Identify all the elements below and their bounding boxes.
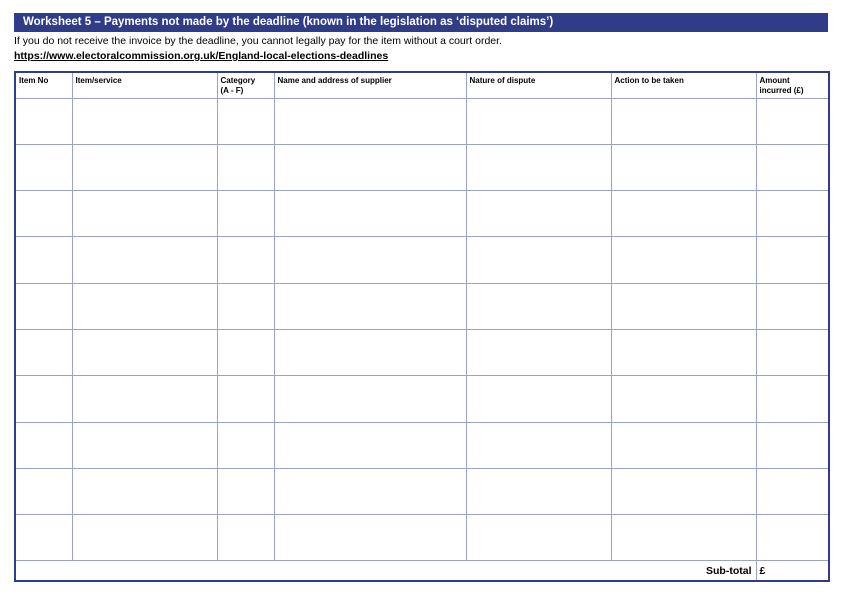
cell-item-no[interactable]	[15, 144, 72, 190]
cell-amount[interactable]	[756, 515, 829, 561]
disputed-claims-table	[14, 71, 830, 582]
deadlines-link[interactable]: https://www.electoralcommission.org.uk/England-local-elections-deadlines	[14, 50, 389, 62]
cell-item-no[interactable]	[15, 237, 72, 283]
cell-amount[interactable]	[756, 422, 829, 468]
cell-category[interactable]	[217, 422, 274, 468]
cell-item-service[interactable]	[72, 144, 217, 190]
cell-action[interactable]	[611, 515, 756, 561]
cell-amount[interactable]	[756, 329, 829, 375]
cell-action[interactable]	[611, 98, 756, 144]
cell-item-service[interactable]	[72, 468, 217, 514]
cell-item-no[interactable]	[15, 422, 72, 468]
cell-item-no[interactable]	[15, 329, 72, 375]
cell-category[interactable]	[217, 376, 274, 422]
subtotal-row	[15, 561, 829, 581]
cell-item-no[interactable]	[15, 283, 72, 329]
cell-category[interactable]	[217, 191, 274, 237]
cell-nature-of-dispute[interactable]	[466, 515, 611, 561]
header-supplier: Name and address of supplier	[274, 72, 466, 98]
cell-supplier[interactable]	[274, 422, 466, 468]
cell-amount[interactable]	[756, 237, 829, 283]
header-category: Category (A - F)	[217, 72, 274, 98]
table-header-row	[15, 72, 829, 98]
cell-amount[interactable]	[756, 283, 829, 329]
cell-amount[interactable]	[756, 376, 829, 422]
cell-category[interactable]	[217, 144, 274, 190]
table-row	[15, 376, 829, 422]
intro-text: If you do not receive the invoice by the deadline, you cannot legally pay for the item without a court order.	[14, 35, 502, 47]
cell-item-no[interactable]	[15, 376, 72, 422]
cell-action[interactable]	[611, 237, 756, 283]
cell-nature-of-dispute[interactable]	[466, 283, 611, 329]
cell-action[interactable]	[611, 329, 756, 375]
cell-item-no[interactable]	[15, 515, 72, 561]
header-action: Action to be taken	[611, 72, 756, 98]
header-amount: Amount incurred (£)	[756, 72, 829, 98]
cell-item-service[interactable]	[72, 515, 217, 561]
cell-amount[interactable]	[756, 144, 829, 190]
cell-item-service[interactable]	[72, 98, 217, 144]
header-item-service: Item/service	[72, 72, 217, 98]
cell-category[interactable]	[217, 515, 274, 561]
cell-supplier[interactable]	[274, 376, 466, 422]
cell-item-service[interactable]	[72, 191, 217, 237]
cell-item-no[interactable]	[15, 468, 72, 514]
cell-nature-of-dispute[interactable]	[466, 329, 611, 375]
cell-item-service[interactable]	[72, 237, 217, 283]
cell-action[interactable]	[611, 422, 756, 468]
cell-category[interactable]	[217, 329, 274, 375]
cell-item-no[interactable]	[15, 191, 72, 237]
cell-nature-of-dispute[interactable]	[466, 468, 611, 514]
cell-action[interactable]	[611, 191, 756, 237]
cell-amount[interactable]	[756, 98, 829, 144]
table-row	[15, 237, 829, 283]
cell-supplier[interactable]	[274, 98, 466, 144]
table-row	[15, 191, 829, 237]
cell-supplier[interactable]	[274, 515, 466, 561]
cell-item-service[interactable]	[72, 329, 217, 375]
cell-nature-of-dispute[interactable]	[466, 376, 611, 422]
cell-category[interactable]	[217, 98, 274, 144]
cell-supplier[interactable]	[274, 191, 466, 237]
cell-supplier[interactable]	[274, 237, 466, 283]
header-nature-of-dispute: Nature of dispute	[466, 72, 611, 98]
cell-category[interactable]	[217, 468, 274, 514]
cell-item-service[interactable]	[72, 422, 217, 468]
cell-item-no[interactable]	[15, 98, 72, 144]
cell-nature-of-dispute[interactable]	[466, 191, 611, 237]
cell-item-service[interactable]	[72, 283, 217, 329]
cell-nature-of-dispute[interactable]	[466, 237, 611, 283]
cell-supplier[interactable]	[274, 468, 466, 514]
cell-nature-of-dispute[interactable]	[466, 144, 611, 190]
cell-nature-of-dispute[interactable]	[466, 422, 611, 468]
table-row	[15, 468, 829, 514]
table-row	[15, 515, 829, 561]
cell-category[interactable]	[217, 283, 274, 329]
subtotal-amount-field[interactable]: £	[756, 561, 829, 581]
cell-action[interactable]	[611, 283, 756, 329]
worksheet-title: Worksheet 5 – Payments not made by the deadline (known in the legislation as ‘disputed claims’)	[14, 13, 828, 32]
cell-nature-of-dispute[interactable]	[466, 98, 611, 144]
cell-action[interactable]	[611, 144, 756, 190]
cell-supplier[interactable]	[274, 283, 466, 329]
cell-item-service[interactable]	[72, 376, 217, 422]
cell-category[interactable]	[217, 237, 274, 283]
table-row	[15, 329, 829, 375]
subtotal-label: Sub-total	[15, 561, 756, 581]
table-row	[15, 98, 829, 144]
cell-supplier[interactable]	[274, 329, 466, 375]
table-row	[15, 283, 829, 329]
table-row	[15, 422, 829, 468]
cell-amount[interactable]	[756, 468, 829, 514]
table-row	[15, 144, 829, 190]
cell-supplier[interactable]	[274, 144, 466, 190]
header-item-no: Item No	[15, 72, 72, 98]
cell-action[interactable]	[611, 468, 756, 514]
cell-amount[interactable]	[756, 191, 829, 237]
cell-action[interactable]	[611, 376, 756, 422]
